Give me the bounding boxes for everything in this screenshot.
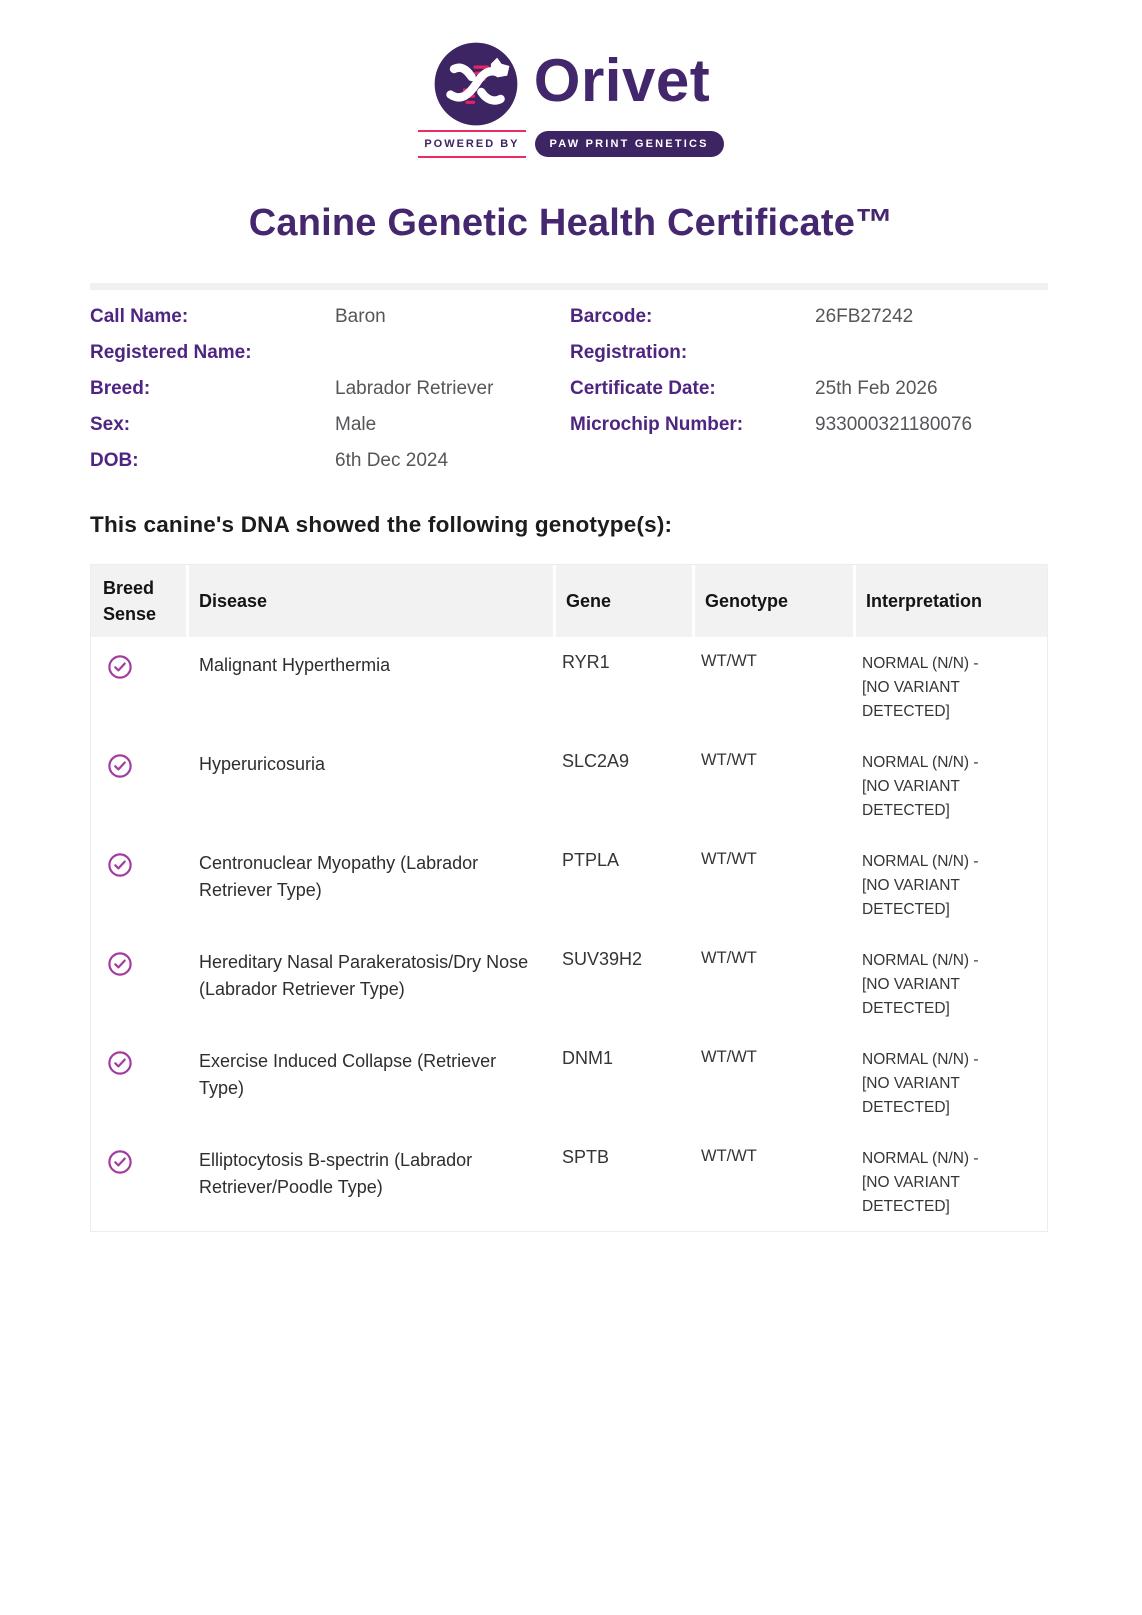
powered-by-row [0, 130, 1142, 158]
info-row [90, 335, 570, 371]
check-circle-icon [107, 654, 133, 680]
info-label: Sex: [90, 414, 131, 435]
table-row [91, 934, 1047, 1033]
genotype-cell: WT/WT [701, 850, 757, 869]
info-label: Barcode: [570, 306, 653, 327]
info-row [570, 299, 1048, 335]
genotype-cell: WT/WT [701, 1147, 757, 1166]
orivet-logo [0, 40, 1142, 128]
info-divider-bar [90, 283, 1048, 290]
content [90, 283, 1048, 1232]
interpretation-cell: NORMAL (N/N) - [NO VARIANT DETECTED] [862, 1051, 979, 1117]
disease-cell: Centronuclear Myopathy (Labrador Retriever Type) [199, 853, 479, 901]
genotype-cell: WT/WT [701, 751, 757, 770]
interpretation-cell: NORMAL (N/N) - [NO VARIANT DETECTED] [862, 952, 979, 1018]
genotype-table-header [91, 565, 1047, 637]
table-row [91, 1132, 1047, 1231]
genotype-cell: WT/WT [701, 1048, 757, 1067]
breed-sense-cell [91, 637, 186, 736]
info-row [90, 299, 570, 335]
genotype-section-heading: This canine's DNA showed the following genotype(s): [90, 512, 673, 537]
info-column-right [570, 299, 1048, 479]
info-label: Breed: [90, 378, 151, 399]
info-row [570, 407, 1048, 443]
info-row [90, 371, 570, 407]
breed-sense-cell [91, 934, 186, 1033]
check-circle-icon [107, 951, 133, 977]
genotype-cell: WT/WT [701, 652, 757, 671]
interpretation-cell: NORMAL (N/N) - [NO VARIANT DETECTED] [862, 1150, 979, 1216]
table-row [91, 637, 1047, 736]
info-value: 933000321180076 [815, 414, 973, 435]
disease-cell: Hereditary Nasal Parakeratosis/Dry Nose (Labrador Retriever Type) [199, 952, 529, 1000]
info-label: Registration: [570, 342, 688, 363]
info-value: 26FB27242 [815, 306, 914, 327]
info-value: 25th Feb 2026 [815, 378, 938, 399]
info-label: Certificate Date: [570, 378, 716, 399]
genotype-table [90, 564, 1048, 1232]
check-circle-icon [107, 1149, 133, 1175]
genotype-cell: WT/WT [701, 949, 757, 968]
check-circle-icon [107, 1050, 133, 1076]
header [0, 0, 1142, 158]
column-header-interpretation: Interpretation [856, 565, 1047, 637]
gene-cell: SUV39H2 [562, 949, 643, 970]
check-circle-icon [107, 852, 133, 878]
check-circle-icon [107, 753, 133, 779]
paw-print-genetics-badge: PAW PRINT GENETICS [535, 131, 724, 157]
powered-by-label: POWERED BY [418, 130, 525, 158]
gene-cell: SLC2A9 [562, 751, 630, 772]
disease-cell: Exercise Induced Collapse (Retriever Type) [199, 1051, 497, 1099]
gene-cell: RYR1 [562, 652, 610, 673]
info-value: Baron [335, 306, 386, 327]
interpretation-cell: NORMAL (N/N) - [NO VARIANT DETECTED] [862, 853, 979, 919]
column-header-breed-sense: Breed Sense [91, 565, 186, 637]
genotype-table-body [91, 637, 1047, 1231]
interpretation-cell: NORMAL (N/N) - [NO VARIANT DETECTED] [862, 655, 979, 721]
column-header-genotype: Genotype [695, 565, 853, 637]
breed-sense-cell [91, 1033, 186, 1132]
info-value: Labrador Retriever [335, 378, 494, 399]
orivet-dna-dog-icon [432, 40, 520, 128]
info-row [90, 443, 570, 479]
info-row [570, 335, 1048, 371]
info-label: Microchip Number: [570, 414, 744, 435]
info-row [570, 371, 1048, 407]
orivet-wordmark: Orivet [533, 47, 711, 114]
info-label: Call Name: [90, 306, 189, 327]
disease-cell: Hyperuricosuria [199, 754, 326, 775]
info-row [90, 407, 570, 443]
table-row [91, 835, 1047, 934]
table-row [91, 1033, 1047, 1132]
info-label: DOB: [90, 450, 139, 471]
page-title: Canine Genetic Health Certificate™ [248, 202, 894, 244]
info-value: 6th Dec 2024 [335, 450, 449, 471]
column-header-disease: Disease [189, 565, 553, 637]
breed-sense-cell [91, 736, 186, 835]
column-header-gene: Gene [556, 565, 692, 637]
gene-cell: SPTB [562, 1147, 610, 1168]
table-row [91, 736, 1047, 835]
info-column-left [90, 299, 570, 479]
gene-cell: PTPLA [562, 850, 620, 871]
interpretation-cell: NORMAL (N/N) - [NO VARIANT DETECTED] [862, 754, 979, 820]
info-label: Registered Name: [90, 342, 252, 363]
disease-cell: Malignant Hyperthermia [199, 655, 391, 676]
breed-sense-cell [91, 1132, 186, 1231]
gene-cell: DNM1 [562, 1048, 614, 1069]
breed-sense-cell [91, 835, 186, 934]
info-section [90, 283, 1048, 479]
info-value: Male [335, 414, 377, 435]
disease-cell: Elliptocytosis B-spectrin (Labrador Retriever/Poodle Type) [199, 1150, 473, 1198]
